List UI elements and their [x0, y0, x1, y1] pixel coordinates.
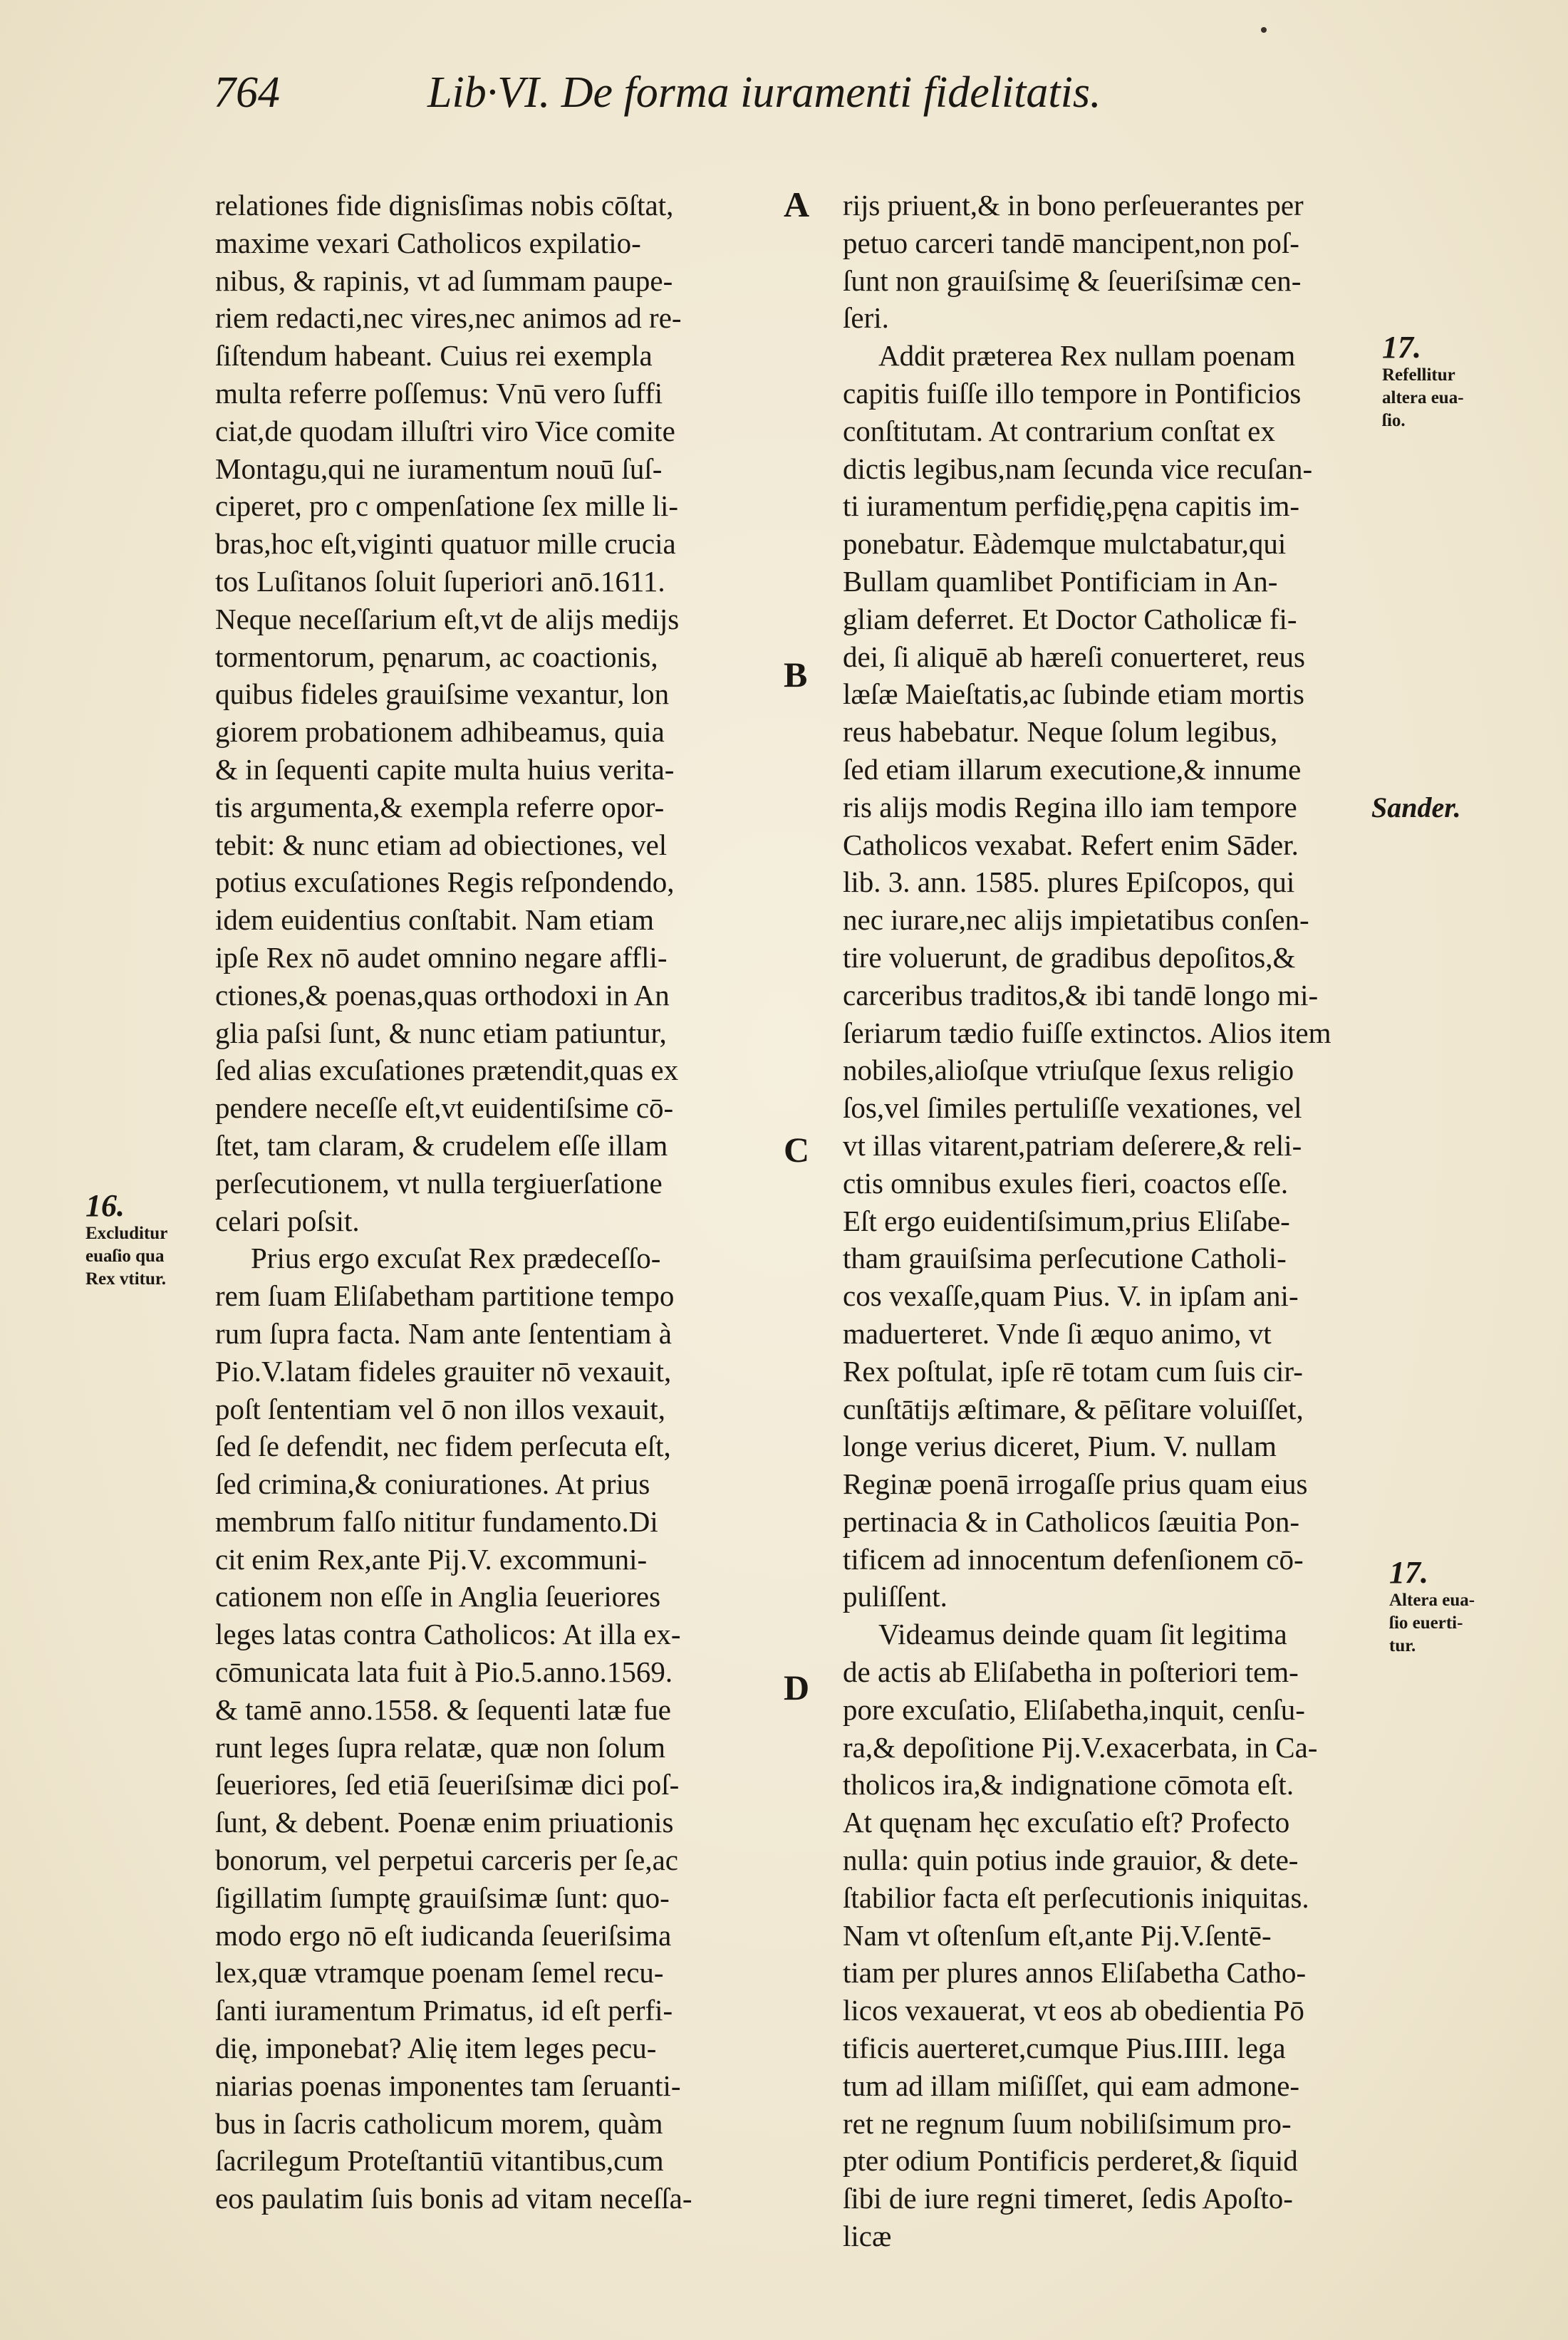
text-line: ponebatur. Eàdemque mulctabatur,qui: [843, 527, 1287, 561]
text-line: ſtabilior facta eſt perſecutionis iniquitas.: [843, 1881, 1309, 1914]
text-line: tificis auerteret,cumque Pius.IIII. lega: [843, 2032, 1286, 2065]
text-line: idem euidentius conſtabit. Nam etiam: [215, 903, 654, 937]
text-line: Reginæ poenā irrogaſſe prius quam eius: [843, 1467, 1308, 1501]
text-line: pertinacia & in Catholicos ſæuitia Pon-: [843, 1504, 1300, 1538]
text-line: tormentorum, pęnarum, ac coactionis,: [215, 640, 658, 673]
text-line: ſos,vel ſimiles pertuliſſe vexationes, vel: [843, 1091, 1302, 1125]
text-line: nec iurare,nec alijs impietatibus conſen-: [843, 903, 1309, 937]
text-line: ciat,de quodam illuſtri viro Vice comite: [215, 414, 675, 447]
text-line: At quęnam hęc excuſatio eſt? Profecto: [843, 1806, 1290, 1839]
text-line: Prius ergo excuſat Rex prædeceſſo-: [251, 1242, 661, 1275]
text-line: capitis fuiſſe illo tempore in Pontificios: [843, 376, 1302, 410]
text-line: longe verius diceret, Pium. V. nullam: [843, 1430, 1277, 1463]
margin-note-line: tur.: [1389, 1636, 1416, 1655]
text-line: nobiles,alioſque vtriuſque ſexus religio: [843, 1054, 1294, 1087]
page-number: 764: [214, 68, 280, 117]
text-line: Addit præterea Rex nullam poenam: [878, 339, 1296, 373]
text-line: ſeueriores, ſed etiā ſeueriſsimæ dici poſ-: [215, 1768, 680, 1801]
margin-note-line: ſio.: [1382, 411, 1406, 430]
text-line: Montagu,qui ne iuramentum nouū ſuſ-: [215, 452, 663, 485]
text-line: pter odium Pontificis perderet,& ſiquid: [843, 2144, 1298, 2178]
text-line: maduerteret. Vnde ſi æquo animo, vt: [843, 1316, 1272, 1350]
text-line: ciperet, pro c ompenſatione ſex mille li-: [215, 489, 679, 523]
text-line: cit enim Rex,ante Pij.V. excommuni-: [215, 1542, 648, 1576]
margin-note-number: 17.: [1389, 1555, 1428, 1590]
text-line: ſed etiam illarum executione,& innume: [843, 752, 1302, 786]
text-line: bus in ſacris catholicum morem, quàm: [215, 2106, 663, 2140]
text-line: ſibi de iure regni timeret, ſedis Apoſto-: [843, 2182, 1293, 2215]
text-line: Nam vt oſtenſum eſt,ante Pij.V.ſentē-: [843, 1918, 1272, 1952]
text-line: ſacrilegum Proteſtantiū vitantibus,cum: [215, 2144, 664, 2178]
text-line: ſunt, & debent. Poenæ enim priuationis: [215, 1806, 674, 1839]
text-line: ipſe Rex nō audet omnino negare affli-: [215, 940, 668, 974]
text-line: eos paulatim ſuis bonis ad vitam neceſſa-: [215, 2182, 692, 2215]
margin-note-line: Altera eua-: [1389, 1591, 1475, 1610]
text-line: poſt ſententiam vel ō non illos vexauit,: [215, 1392, 665, 1425]
running-title: Lib·VI. De forma iuramenti fidelitatis.: [427, 68, 1101, 117]
text-line: tum ad illam miſiſſet, qui eam admone-: [843, 2069, 1300, 2102]
text-line: læſæ Maieſtatis,ac ſubinde etiam mortis: [843, 677, 1304, 711]
margin-note-number: 16.: [85, 1188, 125, 1223]
text-line: reus habebatur. Neque ſolum legibus,: [843, 715, 1278, 749]
text-line: ris alijs modis Regina illo iam tempore: [843, 790, 1297, 823]
text-line: maxime vexari Catholicos expilatio-: [215, 226, 641, 259]
right-text-column: [843, 187, 1434, 2255]
text-line: ctis omnibus exules fieri, coactos eſſe.: [843, 1166, 1289, 1200]
text-line: rem ſuam Eliſabetham partitione tempo: [215, 1279, 675, 1313]
text-line: tos Luſitanos ſoluit ſuperiori anō.1611.: [215, 564, 665, 598]
text-line: carceribus traditos,& ibi tandē longo mi-: [843, 978, 1319, 1012]
margin-note-17a: [1382, 331, 1464, 432]
text-line: glia paſsi ſunt, & nunc etiam patiuntur,: [215, 1016, 667, 1049]
text-line: nulla: quin potius inde grauior, & dete-: [843, 1844, 1299, 1877]
text-line: Eſt ergo euidentiſsimum,prius Eliſabe-: [843, 1204, 1290, 1237]
text-line: dei, ſi aliquē ab hæreſi conuerteret, reus: [843, 640, 1305, 673]
text-line: tebit: & nunc etiam ad obiectiones, vel: [215, 828, 668, 861]
text-line: petuo carceri tandē mancipent,non poſ-: [843, 226, 1299, 259]
text-line: dię, imponebat? Alię item leges pecu-: [215, 2032, 657, 2065]
text-line: licæ: [843, 2220, 892, 2253]
text-line: bonorum, vel perpetui carceris per ſe,ac: [215, 1844, 678, 1877]
margin-note-16: [85, 1190, 167, 1291]
text-line: relationes fide dignisſimas nobis cōſtat,: [215, 189, 674, 222]
text-line: tire voluerunt, de gradibus depoſitos,&: [843, 940, 1296, 974]
ink-spot: [1261, 27, 1267, 33]
text-line: ſeri.: [843, 301, 889, 335]
text-line: ctiones,& poenas,quas orthodoxi in An: [215, 978, 670, 1012]
text-line: lex,quæ vtramque poenam ſemel recu-: [215, 1956, 664, 1990]
text-line: ti iuramentum perfidię,pęna capitis im-: [843, 489, 1299, 523]
section-letter-a: A: [784, 184, 810, 224]
text-line: celari poſsit.: [215, 1204, 360, 1237]
text-line: rijs priuent,& in bono perſeuerantes per: [843, 189, 1304, 222]
text-line: ſunt non grauiſsimę & ſeueriſsimæ cen-: [843, 264, 1302, 297]
text-line: ſiſtendum habeant. Cuius rei exempla: [215, 339, 653, 373]
text-line: leges latas contra Catholicos: At illa ex-: [215, 1618, 681, 1651]
text-line: Neque neceſſarium eſt,vt de alijs medijs: [215, 602, 680, 635]
text-line: & tamē anno.1558. & ſequenti latæ fue: [215, 1692, 671, 1726]
section-letter-c: C: [784, 1130, 810, 1170]
text-line: cunſtātijs æſtimare, & pēſitare voluiſſet,: [843, 1392, 1304, 1425]
text-line: cationem non eſſe in Anglia ſeueriores: [215, 1580, 661, 1613]
text-line: niarias poenas imponentes tam ſeruanti-: [215, 2069, 681, 2102]
text-line: Videamus deinde quam ſit legitima: [878, 1618, 1287, 1651]
margin-note-17b: [1389, 1556, 1475, 1658]
text-line: perſecutionem, vt nulla tergiuerſatione: [215, 1166, 663, 1200]
text-line: ſed crimina,& coniurationes. At prius: [215, 1467, 650, 1501]
text-line: multa referre poſſemus: Vnū vero ſuffi: [215, 376, 663, 410]
text-line: lib. 3. ann. 1585. plures Epiſcopos, qui: [843, 865, 1295, 899]
margin-note-line: ſio euerti-: [1389, 1613, 1463, 1633]
text-line: tiam per plures annos Eliſabetha Catho-: [843, 1956, 1307, 1990]
text-line: tis argumenta,& exempla referre opor-: [215, 790, 665, 823]
text-line: ra,& depoſitione Pij.V.exacerbata, in Ca-: [843, 1730, 1318, 1764]
text-line: runt leges ſupra relatæ, quæ non ſolum: [215, 1730, 665, 1764]
section-letter-b: B: [784, 655, 808, 695]
margin-note-number: 17.: [1382, 330, 1421, 365]
text-line: tholicos ira,& indignatione cōmota eſt.: [843, 1768, 1294, 1801]
text-line: Catholicos vexabat. Refert enim Sāder.: [843, 828, 1299, 861]
text-line: ſanti iuramentum Primatus, id eſt perfi-: [215, 1994, 673, 2027]
text-line: giorem probationem adhibeamus, quia: [215, 715, 665, 749]
text-line: puliſſent.: [843, 1580, 947, 1613]
text-line: rum ſupra facta. Nam ante ſententiam à: [215, 1316, 672, 1350]
text-line: ſed alias excuſationes prætendit,quas ex: [215, 1054, 679, 1087]
margin-note-line: euaſio qua: [85, 1247, 165, 1266]
text-line: de actis ab Eliſabetha in poſteriori tem-: [843, 1655, 1299, 1689]
margin-note-line: Rex vtitur.: [85, 1269, 166, 1289]
text-line: Pio.V.latam fideles grauiter nō vexauit,: [215, 1354, 672, 1388]
text-line: conſtitutam. At contrarium conſtat ex: [843, 414, 1275, 447]
left-text-column: [215, 187, 806, 2217]
text-line: gliam deferret. Et Doctor Catholicæ fi-: [843, 602, 1297, 635]
text-line: vt illas vitarent,patriam deſerere,& reli-: [843, 1128, 1302, 1162]
text-line: tificem ad innocentum defenſionem cō-: [843, 1542, 1304, 1576]
text-line: riem redacti,nec vires,nec animos ad re-: [215, 301, 682, 335]
text-line: Rex poſtulat, ipſe rē totam cum ſuis cir-: [843, 1354, 1303, 1388]
text-line: ſigillatim ſumptę grauiſsimæ ſunt: quo-: [215, 1881, 670, 1914]
text-line: ſeriarum tædio fuiſſe extinctos. Alios item: [843, 1016, 1331, 1049]
text-line: Bullam quamlibet Pontificiam in An-: [843, 564, 1278, 598]
text-line: dictis legibus,nam ſecunda vice recuſan-: [843, 452, 1313, 485]
section-letter-d: D: [784, 1668, 810, 1707]
text-line: quibus fideles grauiſsime vexantur, lon: [215, 677, 670, 711]
text-line: modo ergo nō eſt iudicanda ſeueriſsima: [215, 1918, 672, 1952]
text-line: membrum falſo nititur fundamento.Di: [215, 1504, 658, 1538]
text-line: nibus, & rapinis, vt ad ſummam paupe-: [215, 264, 673, 297]
margin-note-line: Refellitur: [1382, 365, 1455, 385]
text-line: ret ne regnum ſuum nobiliſsimum pro-: [843, 2106, 1292, 2140]
text-line: tham grauiſsima perſecutione Catholi-: [843, 1242, 1287, 1275]
margin-note-sander: Sander.: [1371, 791, 1461, 823]
text-line: ſtet, tam claram, & crudelem eſſe illam: [215, 1128, 668, 1162]
text-line: cos vexaſſe,quam Pius. V. in ipſam ani-: [843, 1279, 1299, 1313]
margin-note-line: altera eua-: [1382, 388, 1464, 407]
text-line: cōmunicata lata fuit à Pio.5.anno.1569.: [215, 1655, 673, 1689]
text-line: pendere neceſſe eſt,vt euidentiſsime cō-: [215, 1091, 674, 1125]
text-line: pore excuſatio, Eliſabetha,inquit, cenſu-: [843, 1692, 1305, 1726]
text-line: bras,hoc eſt,viginti quatuor mille crucia: [215, 527, 676, 561]
text-line: licos vexauerat, vt eos ab obedientia Pō: [843, 1994, 1304, 2027]
text-line: potius excuſationes Regis reſpondendo,: [215, 865, 675, 899]
margin-note-line: Excluditur: [85, 1224, 168, 1243]
text-line: ſed ſe defendit, nec fidem perſecuta eſt,: [215, 1430, 671, 1463]
text-line: & in ſequenti capite multa huius verita-: [215, 752, 675, 786]
